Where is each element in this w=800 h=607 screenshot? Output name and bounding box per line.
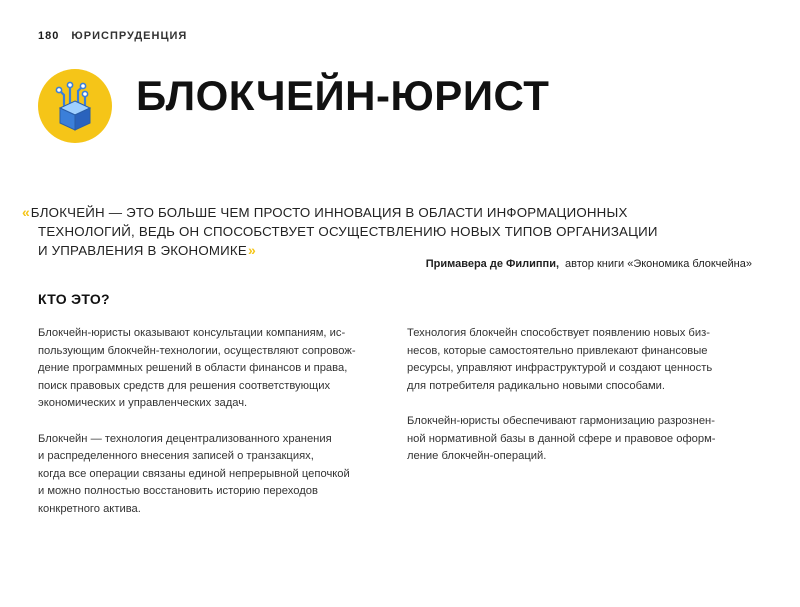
paragraph: Блокчейн-юристы обеспечивают гармонизацию разрознен- ной нормативной базы в данной сфере и правовое оформ- ление блокчейн-операций.: [407, 414, 716, 463]
left-column: [38, 325, 388, 519]
author-name: Примавера де Филиппи,: [425, 258, 560, 270]
right-column: [407, 325, 757, 466]
quote-author: [426, 258, 752, 270]
paragraph: Блокчейн-юристы оказывают консультации компаниям, ис- пользующим блокчейн-технологии, осуществляют сопровож- дение программных решений в области финансов и права, поиск правовых средств для решения соответствующих экономических и управленческих задач.: [38, 327, 356, 410]
blockchain-chip-icon: [38, 69, 112, 143]
quote-line: ТЕХНОЛОГИЙ, ВЕДЬ ОН СПОСОБСТВУЕТ ОСУЩЕСТВЛЕНИЮ НОВЫХ ТИПОВ ОРГАНИЗАЦИИ: [38, 224, 658, 239]
epigraph-quote: [22, 203, 722, 260]
section-heading: КТО ЭТО?: [38, 291, 110, 307]
page-header: [38, 30, 187, 42]
paragraph: Блокчейн — технология децентрализованного хранения и распределенного внесения записей о транзакциях, когда все операции связаны единой непрерывной цепочкой и можно полностью восстановить историю переходов конкретного актива.: [38, 432, 350, 515]
paragraph: Технология блокчейн способствует появлению новых биз- несов, которые самостоятельно привлекают финансовые ресурсы, управляют инфраструктурой и создают ценность для потребителя радикально новыми способами.: [407, 327, 713, 392]
quote-line: « БЛОКЧЕЙН — ЭТО БОЛЬШЕ ЧЕМ ПРОСТО ИННОВАЦИЯ В ОБЛАСТИ ИНФОРМАЦИОННЫХ: [22, 204, 628, 220]
open-quote-mark: «: [22, 204, 27, 220]
quote-line: И УПРАВЛЕНИЯ В ЭКОНОМИКЕ»: [38, 242, 253, 258]
author-description: автор книги «Экономика блокчейна»: [565, 258, 752, 270]
page-number: 180: [38, 30, 60, 42]
close-quote-mark: »: [247, 242, 253, 258]
page-title: БЛОКЧЕЙН-ЮРИСТ: [136, 72, 550, 119]
section-name: ЮРИСПРУДЕНЦИЯ: [71, 30, 188, 42]
